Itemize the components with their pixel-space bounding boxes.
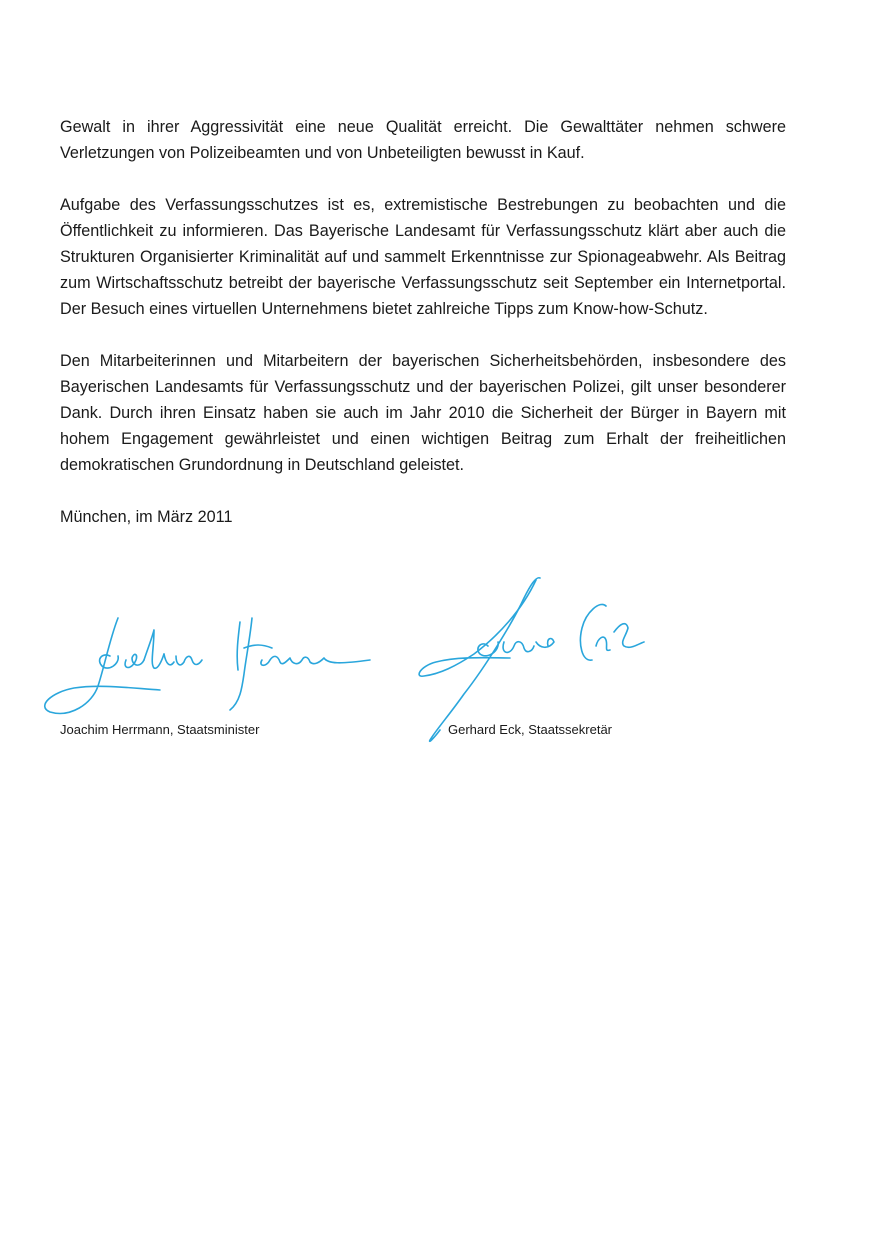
signature-herrmann (40, 608, 375, 718)
signature-area (0, 570, 876, 760)
signature-eck-ink (419, 578, 644, 742)
paragraph-violence: Gewalt in ihrer Aggressivität eine neue Qualität erreicht. Die Gewalttäter nehmen schwere Verletzungen von Polizeibeamten und von Unbeteiligten bewusst in Kauf. (60, 118, 786, 162)
place-date-line: München, im März 2011 (60, 508, 233, 526)
signature-herrmann-ink (45, 618, 370, 713)
paragraph-verfassungsschutz: Aufgabe des Verfassungsschutzes ist es, extremistische Bestrebungen zu beobachten und die Öffentlichkeit zu informieren. Das Bayerische Landesamt für Verfassungsschutz klärt aber auch die Strukturen Organisierter Kriminalität auf und sammelt Erkenntnisse zur Spionageabwehr. Als Beitrag zum Wirtschaftsschutz betreibt der bayerische Verfassungsschutz seit September ein Internetportal. Der Besuch eines virtuellen Unternehmens bietet zahlreiche Tipps zum Know-how-Schutz. (60, 196, 786, 318)
paragraph-thanks: Den Mitarbeiterinnen und Mitarbeitern der bayerischen Sicherheitsbehörden, insbesondere des Bayerischen Landesamts für Verfassungsschutz und der bayerischen Polizei, gilt unser besonderer Dank. Durch ihren Einsatz haben sie auch im Jahr 2010 die Sicherheit der Bürger in Bayern mit hohem Engagement gewährleistet und einen wichtigen Beitrag zum Erhalt der freiheitlichen demokratischen Grundordnung in Deutschland geleistet. (60, 352, 786, 474)
letter-body (60, 114, 786, 530)
signature-caption-herrmann: Joachim Herrmann, Staatsminister (60, 722, 260, 737)
signature-caption-eck: Gerhard Eck, Staatssekretär (448, 722, 613, 737)
